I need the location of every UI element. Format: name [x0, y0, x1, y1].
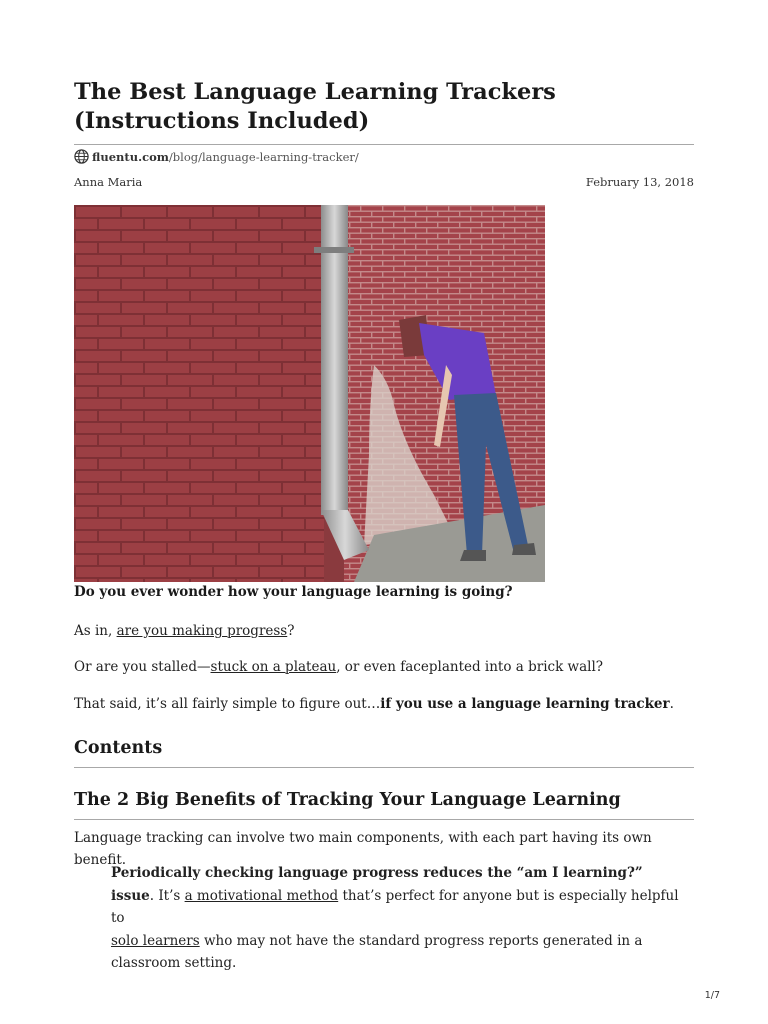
p4-suffix: . [669, 696, 674, 712]
section-divider [74, 819, 694, 820]
link-stuck-on-plateau[interactable]: stuck on a plateau [210, 659, 337, 675]
intro-paragraph-2 [74, 620, 694, 642]
link-making-progress[interactable]: are you making progress [116, 623, 288, 639]
p4-bold: if you use a language learning tracker [380, 696, 670, 712]
article-title: The Best Language Learning Trackers (Instructions Included) [74, 79, 556, 134]
link-motivational-method[interactable]: a motivational method [184, 887, 339, 904]
brick-wall-photo [74, 205, 545, 582]
intro-paragraph-3 [74, 656, 694, 678]
globe-icon [74, 149, 89, 164]
quote-text-1: . It’s [149, 887, 185, 904]
contents-divider [74, 767, 694, 768]
contents-heading: Contents [74, 738, 163, 758]
quote-bold-2: issue [111, 887, 150, 904]
section-heading: The 2 Big Benefits of Tracking Your Language Learning [74, 790, 621, 810]
hero-image [74, 205, 545, 582]
benefit-quote [111, 862, 696, 975]
p4-prefix: That said, it’s all fairly simple to figure out… [74, 696, 381, 712]
intro-question-text: Do you ever wonder how your language learning is going? [74, 584, 513, 600]
link-solo-learners[interactable]: solo learners [111, 932, 200, 949]
intro-question [74, 581, 694, 603]
p3-suffix: , or even faceplanted into a brick wall? [336, 659, 604, 675]
section-body: Language tracking can involve two main components, with each part having its own benefit. [74, 830, 652, 868]
url-domain: fluentu.com [92, 149, 169, 164]
author-name: Anna Maria [74, 175, 143, 189]
quote-text-3: who may not have the standard progress reports generated in a classroom setting. [111, 932, 643, 971]
p2-suffix: ? [287, 623, 295, 639]
page-number: 1/7 [704, 990, 720, 1001]
publish-date: February 13, 2018 [585, 175, 694, 189]
p2-prefix: As in, [74, 623, 117, 639]
quote-text-2: that’s perfect for anyone but is especially helpful to [111, 887, 679, 926]
p3-prefix: Or are you stalled— [74, 659, 211, 675]
intro-paragraph-4 [74, 693, 694, 715]
source-url[interactable] [74, 149, 359, 164]
title-divider [74, 144, 694, 145]
quote-bold-1: Periodically checking language progress reduces the “am I learning?” [111, 865, 643, 881]
url-path: /blog/language-learning-tracker/ [168, 149, 359, 164]
